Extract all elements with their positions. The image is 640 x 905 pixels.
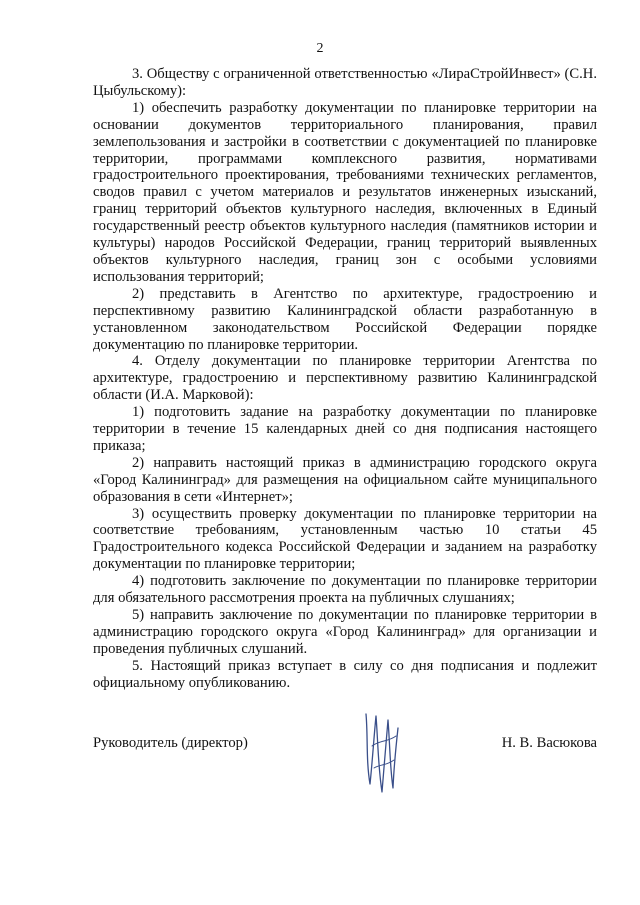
paragraph-subitem-4-4: 4) подготовить заключение по документации по планировке территории для обязательного рассмотрения проекта на публичных слушаниях; [93,573,597,607]
document-body [93,66,597,692]
paragraph-subitem-3-2: 2) представить в Агентство по архитектуре, градостроению и перспективному развитию Калининградской области разработанную в установленном законодательством Российской Федерации порядке документацию по планировке территории. [93,285,597,353]
signature-block [93,728,597,768]
paragraph-subitem-4-3: 3) осуществить проверку документации по планировке территории на соответствие требованиям, установленным частью 10 статьи 45 Градостроительного кодекса Российской Федерации и заданием на разработку документации по планировке территории; [93,505,597,573]
paragraph-subitem-3-1: 1) обеспечить разработку документации по планировке территории на основании документов территориального планирования, правил землепользования и застройки в соответствии с документацией по планировке территории, программами комплексного развития, нормативами градостроительного проектирования, требованиями технических регламентов, сводов правил с учетом материалов и результатов инженерных изысканий, границ территорий объектов культурного наследия, включенных в Единый государственный реестр объектов культурного наследия (памятников истории и культуры) народов Российской Федерации, границ территорий выявленных объектов культурного наследия, границ зон с особыми условиями использования территорий; [93,99,597,285]
paragraph-subitem-4-2: 2) направить настоящий приказ в администрацию городского округа «Город Калининград» для размещения на официальном сайте муниципального образования в сети «Интернет»; [93,454,597,505]
page-number: 2 [316,41,324,56]
paragraph-item-5: 5. Настоящий приказ вступает в силу со дня подписания и подлежит официальному опубликованию. [93,657,597,691]
paragraph-item-3: 3. Обществу с ограниченной ответственностью «ЛираСтройИнвест» (С.Н. Цыбульскому): [93,66,597,99]
handwritten-signature-icon [360,706,404,798]
paragraph-subitem-4-5: 5) направить заключение по документации по планировке территории в администрацию городского округа «Город Калининград» для организации и проведения публичных слушаний. [93,607,597,657]
paragraph-item-4: 4. Отделу документации по планировке территории Агентства по архитектуре, градостроению и перспективному развитию Калининградской области (И.А. Марковой): [93,353,597,404]
paragraph-subitem-4-1: 1) подготовить задание на разработку документации по планировке территории в течение 15 календарных дней со дня подписания настоящего приказа; [93,404,597,454]
signatory-name: Н. В. Васюкова [501,735,597,751]
signatory-title: Руководитель (директор) [93,735,248,751]
